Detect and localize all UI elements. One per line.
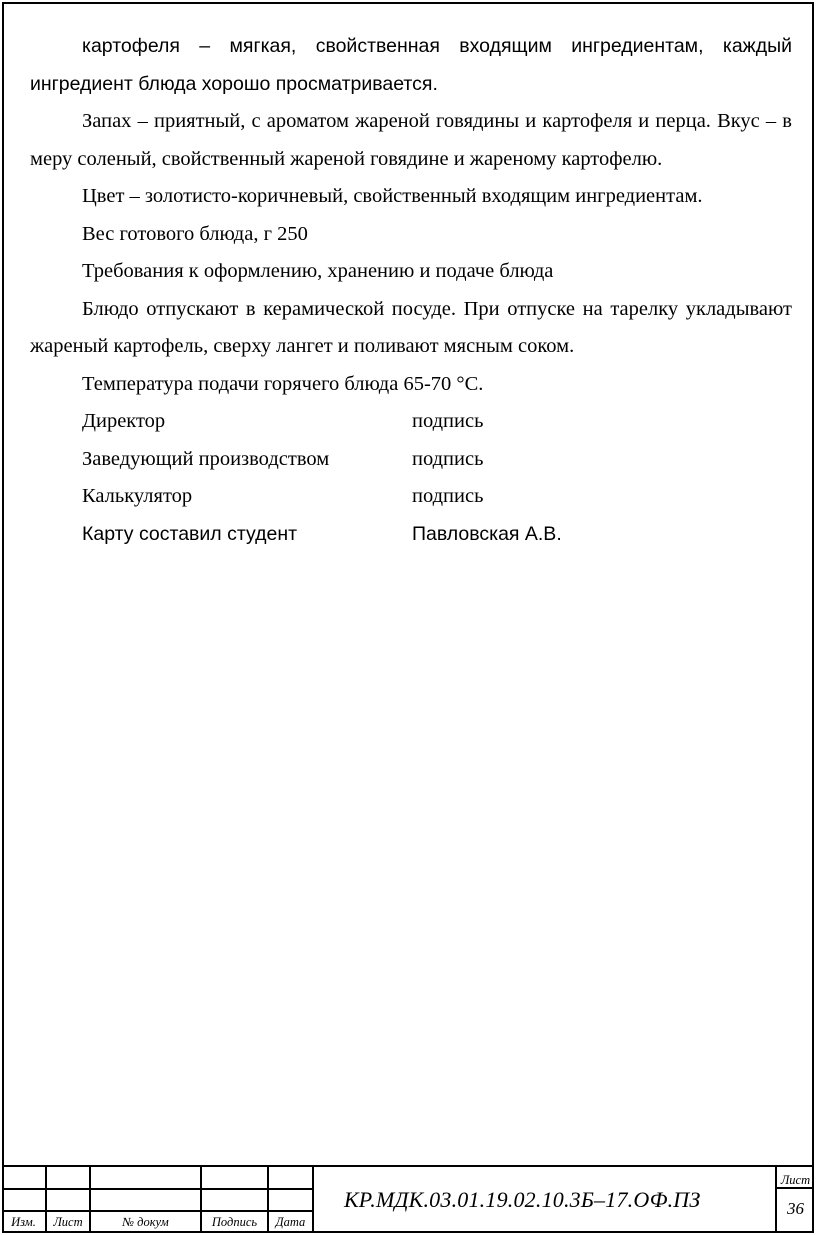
- title-block-top-border: [2, 1165, 814, 1167]
- signature-row: [30, 478, 792, 516]
- signature-value: Павловская А.В.: [412, 522, 562, 545]
- signature-row: [30, 516, 792, 554]
- signature-role: Директор: [82, 410, 166, 432]
- title-block-col-line: [312, 1165, 314, 1231]
- document-code: КР.МДК.03.01.19.02.10.3Б–17.ОФ.ПЗ: [344, 1187, 701, 1212]
- sheet-number: 36: [787, 1199, 804, 1218]
- paragraph-texture: картофеля – мягкая, свойственная входящим ингредиентам, каждый ингредиент блюда хорошо просматривается.: [30, 35, 792, 95]
- signature-role: Карту составил студент: [82, 522, 298, 545]
- title-block: [2, 1165, 814, 1233]
- paragraph-requirements-heading: Требования к оформлению, хранению и подаче блюда: [82, 260, 554, 282]
- sheet-label: Лист: [780, 1173, 811, 1187]
- paragraph-smell-taste: Запах – приятный, с ароматом жареной говядины и картофеля и перца. Вкус – в меру соленый, свойственный жареной говядине и жареному картофелю.: [30, 110, 792, 170]
- signature-value: подпись: [412, 485, 484, 507]
- paragraph-weight: Вес готового блюда, г 250: [82, 222, 308, 245]
- signature-role: Калькулятор: [82, 485, 193, 507]
- paragraph-temperature: Температура подачи горячего блюда 65-70 °С.: [82, 372, 484, 395]
- paragraph-color: Цвет – золотисто-коричневый, свойственный входящим ингредиентам.: [82, 185, 703, 207]
- column-label: Лист: [53, 1215, 83, 1229]
- column-label: Изм.: [11, 1215, 36, 1229]
- document-body: [30, 28, 792, 553]
- column-label: № докум: [122, 1215, 169, 1229]
- paragraph-serving: Блюдо отпускают в керамической посуде. При отпуске на тарелку укладывают жареный картофель, сверху лангет и поливают мясным соком.: [30, 297, 792, 357]
- signature-value: подпись: [412, 447, 484, 470]
- signature-value: подпись: [412, 410, 484, 432]
- column-label: Подпись: [211, 1215, 258, 1229]
- signature-row: [30, 403, 792, 441]
- column-label: Дата: [275, 1215, 306, 1229]
- signature-role: Заведующий производством: [82, 447, 330, 470]
- signature-row: [30, 441, 792, 479]
